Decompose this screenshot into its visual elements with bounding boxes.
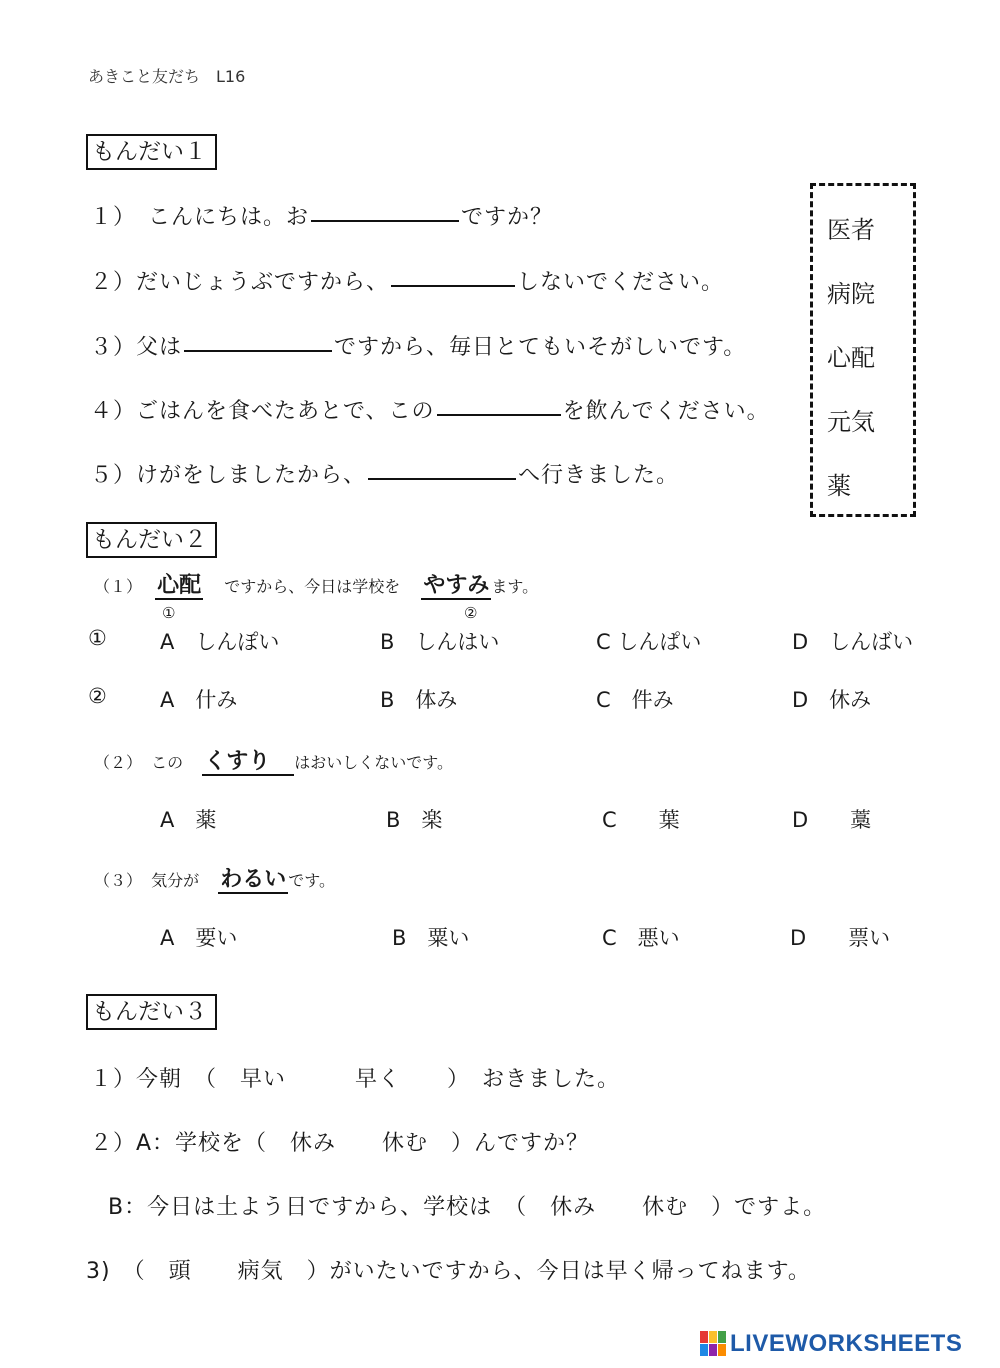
word-bank-box (810, 183, 916, 517)
s2-q3-post: です。 (288, 871, 335, 890)
s2-q1-number: （１） (94, 577, 143, 596)
liveworksheets-mark-icon (700, 1331, 726, 1357)
s2-q2-option[interactable]: B 楽 (386, 808, 443, 832)
s2-q3-word: わるい (220, 867, 287, 892)
word-bank-item: 医者 (827, 216, 875, 244)
s2-q1-row-1-label: ① (88, 626, 107, 650)
word-bank-item: 薬 (827, 472, 851, 500)
s2-q1-mid: ですから、今日は学校を (224, 577, 401, 596)
s1-q4-pre: ４）ごはんを食べたあとで、この (90, 399, 435, 424)
liveworksheets-logo-text: LIVEWORKSHEETS (730, 1330, 963, 1357)
s2-q3-option[interactable]: C 悪い (602, 926, 680, 950)
section-3-title: もんだい３ (86, 994, 217, 1030)
s1-q2-post: しないでください。 (517, 270, 725, 295)
s2-q1-post: ます。 (491, 577, 539, 596)
s2-q1-option[interactable]: D 休み (792, 688, 872, 712)
s2-q3-option[interactable]: B 粟い (392, 926, 470, 950)
s1-q5-pre: ５）けがをしましたから、 (90, 463, 367, 488)
word-bank-item: 元気 (827, 408, 875, 436)
s3-line-4: 3) （ 頭 病気 ）がいたいですから、今日は早く帰ってねます。 (86, 1259, 811, 1284)
s2-q1-sentence (94, 568, 538, 599)
s2-q2-sentence (94, 744, 453, 775)
s2-q3-option[interactable]: A 要い (160, 926, 238, 950)
s1-question-2 (90, 265, 724, 296)
liveworksheets-logo (700, 1330, 962, 1358)
s2-q1-row-2-label: ② (88, 684, 107, 708)
s2-q3-sentence (94, 862, 335, 893)
s1-question-5 (90, 458, 679, 489)
s2-q1-option[interactable]: A しんぽい (160, 630, 280, 654)
s2-q1-marker-1: ① (162, 604, 176, 622)
word-bank-item: 心配 (827, 344, 875, 372)
s2-q3-pre: 気分が (151, 871, 200, 890)
s1-q5-blank[interactable] (368, 477, 516, 480)
s2-q3-option[interactable]: D 票い (790, 926, 891, 950)
s2-q2-word: くすり (202, 749, 294, 776)
s1-q3-post: ですから、毎日とてもいそがしいです。 (334, 335, 747, 360)
section-2-title: もんだい２ (86, 522, 217, 558)
s2-q1-option[interactable]: C 件み (596, 688, 674, 712)
s2-q2-option[interactable]: A 薬 (160, 808, 217, 832)
s2-q2-post: はおいしくないです。 (294, 753, 453, 772)
word-bank-item: 病院 (827, 280, 875, 308)
s3-line-2: ２）A：学校を（ 休み 休む ）んですか？ (90, 1131, 590, 1156)
s2-q2-pre: この (151, 753, 184, 772)
s2-q1-option[interactable]: B しんはい (380, 630, 500, 654)
s2-q2-option[interactable]: D 藁 (792, 808, 872, 832)
s1-q4-post: を飲んでください。 (562, 399, 770, 424)
s1-q2-pre: ２）だいじょうぶですから、 (90, 270, 390, 295)
s2-q1-word-2: やすみ (423, 573, 490, 598)
worksheet-header: あきこと友だち L16 (88, 67, 246, 86)
s1-q1-blank[interactable] (311, 219, 459, 222)
s3-line-3: B：今日は土よう日ですから、学校は （ 休み 休む ）ですよ。 (108, 1195, 827, 1220)
s2-q3-number: （３） (94, 871, 143, 890)
s2-q1-word-1: 心配 (157, 573, 202, 598)
s1-q4-blank[interactable] (437, 413, 561, 416)
s2-q1-option[interactable]: B 体み (380, 688, 458, 712)
s1-question-4 (90, 394, 770, 425)
s1-q1-pre: １） こんにちは。お (90, 205, 310, 230)
s1-q3-blank[interactable] (184, 349, 332, 352)
s2-q1-option[interactable]: D しんばい (792, 630, 914, 654)
s1-question-3 (90, 330, 746, 361)
s1-q2-blank[interactable] (391, 284, 515, 287)
s2-q1-marker-2: ② (464, 604, 478, 622)
s1-q1-post: ですか？ (461, 205, 554, 230)
s2-q1-option[interactable]: A 什み (160, 688, 238, 712)
s1-q5-post: へ行きました。 (518, 463, 680, 488)
s2-q2-option[interactable]: C 葉 (602, 808, 680, 832)
s3-line-1: １）今朝 （ 早い 早く ） おきました。 (90, 1067, 621, 1092)
s2-q2-number: （２） (94, 753, 143, 772)
section-1-title: もんだい１ (86, 134, 217, 170)
s1-question-1 (90, 200, 553, 231)
s1-q3-pre: ３）父は (90, 335, 183, 360)
s2-q1-option[interactable]: C しんぱい (596, 630, 702, 654)
